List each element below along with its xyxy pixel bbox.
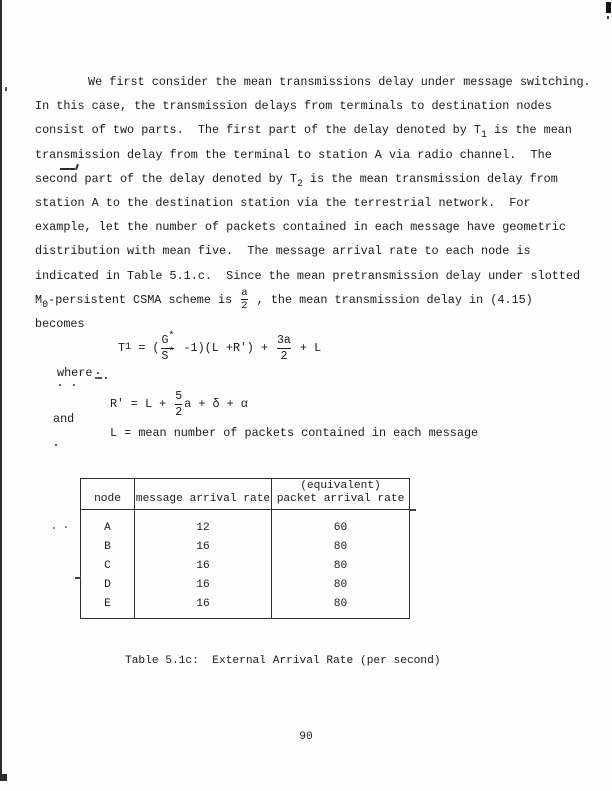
table-body-message-rate <box>135 510 271 614</box>
table-cell: 16 <box>196 560 210 572</box>
paragraph-line <box>35 288 591 312</box>
fraction-g-star-over-s-star <box>161 330 175 363</box>
fraction-denominator: 2 <box>175 405 183 419</box>
paragraph-text: indicated in Table 5.1.c. Since the mean pretransmission delay under slotted <box>35 268 581 283</box>
paragraph-text: M <box>35 292 43 307</box>
scan-artifact <box>73 384 75 386</box>
and-label: and <box>53 412 75 426</box>
scan-artifact <box>607 16 609 19</box>
subscript: 1 <box>481 130 488 142</box>
l-definition: L = mean number of packets contained in each message <box>110 426 479 440</box>
table-cell: A <box>104 522 111 534</box>
fraction-numerator: G* <box>161 330 175 347</box>
table-column-packet-rate <box>272 479 409 618</box>
paragraph-text: consist of two parts. The first part of the delay denoted by T <box>35 123 481 138</box>
table-column-message-rate <box>135 479 272 618</box>
paragraph-line <box>35 167 591 191</box>
equation-r-prime: R ' = L + $\frac{5}{2}$ a + δ + α <box>110 389 248 419</box>
table-header-packet-rate: (equivalent) packet arrival rate <box>272 479 409 510</box>
scan-artifact <box>5 87 7 91</box>
table-cell: 80 <box>333 541 348 553</box>
paragraph-line <box>35 118 591 142</box>
table-cell: 16 <box>196 598 210 610</box>
fraction-bar <box>175 404 182 405</box>
scan-artifact <box>59 384 61 386</box>
equation-text: + L <box>292 341 322 355</box>
table-cell: 16 <box>196 579 210 591</box>
equation-text: ) + <box>246 341 276 355</box>
fraction-3a-over-2 <box>277 334 291 363</box>
paragraph-text: example, let the number of packets contained in each message have geometric <box>35 220 566 235</box>
equation-text: -1)(L +R <box>176 341 241 355</box>
paragraph-text: becomes <box>35 317 85 332</box>
scan-artifact-left-edge-line <box>0 0 2 781</box>
equation-text: R <box>110 397 118 411</box>
table-column-node <box>81 479 135 618</box>
scan-artifact-top-right-mark <box>606 2 611 13</box>
table-cell: 80 <box>333 579 348 591</box>
table-cell: 80 <box>333 560 348 572</box>
table-cell: 60 <box>333 522 348 534</box>
fraction-numerator: 3a <box>277 333 291 347</box>
scan-artifact <box>0 774 7 781</box>
paragraph-line <box>35 94 591 118</box>
table-cell: 12 <box>196 522 210 534</box>
scan-artifact <box>105 377 107 379</box>
subscript: 2 <box>296 178 303 190</box>
subscript: 0 <box>42 299 49 311</box>
paragraph-text: -persistent CSMA scheme is <box>48 292 240 307</box>
page-number: 90 <box>299 731 313 743</box>
paragraph-text: In this case, the transmission delays from terminals to destination nodes <box>35 99 552 114</box>
paragraph-text: station A to the destination station via the terrestrial network. For <box>35 196 531 211</box>
paragraph-text: is the mean transmission delay from <box>302 171 558 186</box>
table-caption: Table 5.1c: External Arrival Rate (per second) <box>125 655 441 667</box>
equation-t1: T 1 = ( $\frac{G^*}{S^*}$ -1)(L +R ' ) + $\frac{3a}{2}$ + L <box>118 330 322 363</box>
fraction-denominator: 2 <box>241 300 248 313</box>
fraction-bar <box>277 348 291 349</box>
paragraph-line <box>35 70 591 94</box>
table-cell: C <box>104 560 111 572</box>
where-label: where <box>57 366 93 380</box>
paragraph-text: , the mean transmission delay in (4.15) <box>249 292 533 307</box>
equation-text: = L + <box>123 397 174 411</box>
asterisk-superscript: * <box>168 330 175 342</box>
paragraph-line <box>35 191 591 215</box>
paragraph-line <box>35 215 591 239</box>
paragraph-text: We first consider the mean transmissions delay under message switching. <box>88 75 591 89</box>
paragraph-line <box>35 264 591 288</box>
body-paragraph <box>35 70 591 336</box>
paragraph-line <box>35 143 591 167</box>
table-cell: D <box>104 579 111 591</box>
paragraph-text: distribution with mean five. The message arrival rate to each node is <box>35 244 531 259</box>
scan-artifact <box>95 377 102 379</box>
table-cell: 80 <box>333 598 348 610</box>
fraction-numerator: a <box>241 287 248 300</box>
table-header-message-rate: message arrival rate <box>135 479 271 510</box>
equation-text: = ( <box>131 341 160 355</box>
equation-text: a + δ + α <box>184 397 248 411</box>
table-body-node <box>81 510 134 614</box>
scan-artifact <box>65 526 67 528</box>
table-cell: 16 <box>196 541 210 553</box>
inline-fraction-a-over-2 <box>241 288 247 311</box>
paragraph-text: is the mean <box>487 123 572 138</box>
asterisk-superscript: * <box>168 346 175 358</box>
fraction-numerator: 5 <box>175 389 183 403</box>
arrival-rate-table <box>80 478 410 619</box>
table-header-node: node <box>81 479 134 510</box>
paragraph-text: transmission delay from the terminal to station A via radio channel. The <box>35 147 552 162</box>
fraction-5-over-2 <box>175 390 182 419</box>
scan-artifact <box>409 509 416 511</box>
scan-artifact <box>75 577 81 579</box>
equation-text: T <box>118 341 126 355</box>
fraction-denominator: S* <box>161 346 175 363</box>
scan-artifact <box>97 372 99 374</box>
scan-artifact <box>53 527 55 529</box>
fraction-denominator: 2 <box>280 349 288 363</box>
scan-artifact <box>55 444 57 446</box>
table-body-packet-rate <box>272 510 409 614</box>
scan-artifact-overbar <box>60 168 75 170</box>
table-cell: B <box>104 541 111 553</box>
paragraph-line <box>35 239 591 263</box>
paragraph-text: second part of the delay denoted by T <box>35 171 297 186</box>
table-cell: E <box>104 598 111 610</box>
